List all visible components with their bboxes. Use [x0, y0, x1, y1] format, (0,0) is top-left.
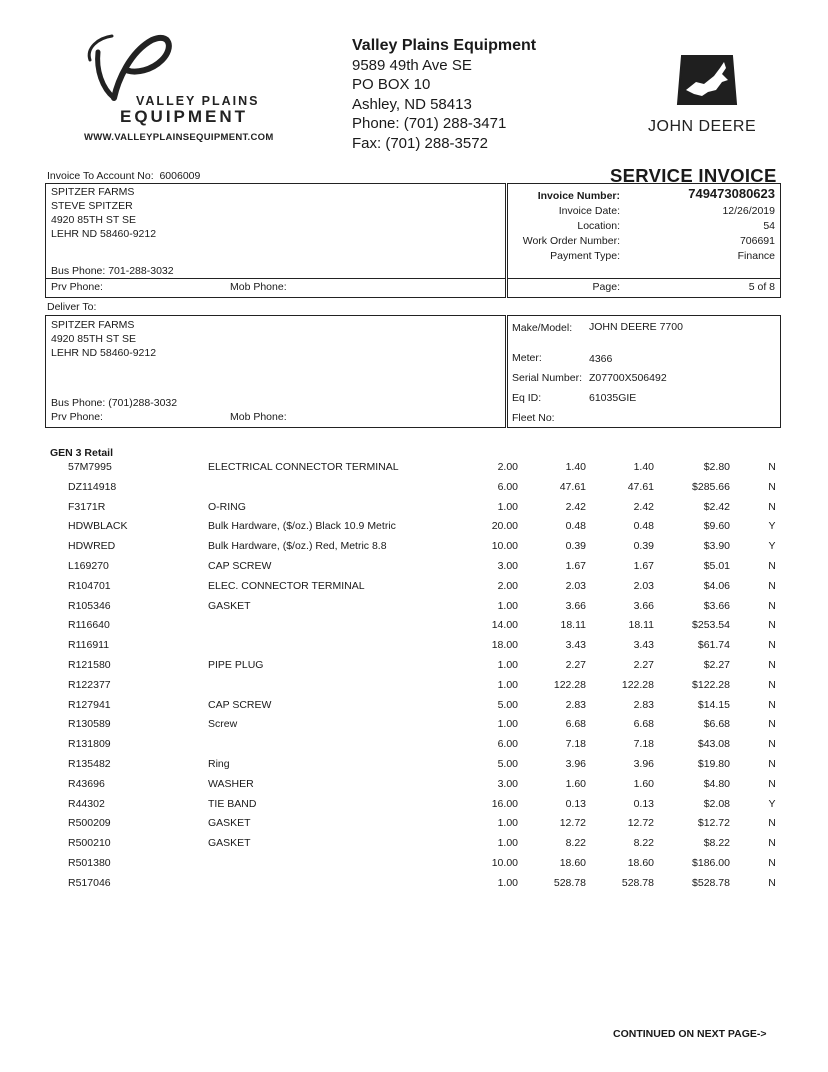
- net-price: 18.60: [627, 857, 654, 869]
- description: GASKET: [208, 817, 251, 830]
- unit-price: 2.42: [565, 500, 586, 513]
- unit-price: 3.43: [565, 639, 586, 652]
- continued-note: CONTINUED ON NEXT PAGE->: [613, 1028, 767, 1040]
- taxable-flag: N: [768, 480, 776, 493]
- extended-amount: $6.68: [703, 718, 730, 731]
- net-price: 2.27: [633, 659, 654, 671]
- description: ELECTRICAL CONNECTOR TERMINAL: [208, 461, 399, 473]
- invoice-date: 12/26/2019: [722, 205, 775, 217]
- extended-amount: $14.15: [697, 698, 730, 711]
- payment-type-label: Payment Type:: [550, 250, 620, 262]
- quantity: 16.00: [491, 797, 518, 810]
- table-row: [0, 798, 828, 817]
- net-price: 3.96: [633, 758, 654, 770]
- unit-price: 2.83: [565, 698, 586, 711]
- eq-id-label: Eq ID:: [512, 392, 542, 404]
- net-price: 1.40: [633, 461, 654, 473]
- invoice-info-box: [507, 183, 781, 298]
- divider: [508, 278, 780, 279]
- net-price: 18.11: [628, 619, 654, 632]
- unit-price: 0.39: [565, 540, 586, 553]
- equipment-box: [507, 315, 781, 428]
- net-price: 1.67: [633, 560, 654, 572]
- extended-amount: $19.80: [697, 758, 730, 770]
- net-price: 528.78: [621, 876, 654, 889]
- part-number: R43696: [68, 777, 105, 790]
- invoice-to-line3: 4920 85TH ST SE: [51, 214, 137, 226]
- serial-number: Z07700X506492: [589, 372, 667, 384]
- part-number: F3171R: [68, 500, 106, 513]
- logo-line1: VALLEY PLAINS: [136, 94, 260, 108]
- taxable-flag: Y: [768, 520, 776, 533]
- meter-label: Meter:: [512, 352, 542, 364]
- taxable-flag: N: [768, 560, 776, 572]
- table-row: [0, 540, 828, 559]
- part-number: R104701: [68, 579, 111, 592]
- extended-amount: $12.72: [697, 817, 730, 830]
- quantity: 2.00: [497, 579, 518, 592]
- unit-price: 6.68: [565, 718, 586, 731]
- quantity: 1.00: [497, 678, 518, 691]
- extended-amount: $2.08: [703, 797, 730, 810]
- extended-amount: $2.27: [703, 659, 730, 671]
- deliver-to-label: Deliver To:: [47, 301, 97, 313]
- table-row: [0, 738, 828, 757]
- taxable-flag: N: [768, 876, 776, 889]
- description: Screw: [208, 718, 238, 731]
- table-row: [0, 699, 828, 718]
- quantity: 20.00: [491, 520, 518, 533]
- unit-price: 3.96: [565, 758, 586, 770]
- quantity: 18.00: [491, 639, 518, 652]
- extended-amount: $285.66: [692, 480, 730, 493]
- quantity: 5.00: [497, 698, 518, 711]
- unit-price: 18.11: [560, 619, 586, 632]
- part-number: R131809: [68, 738, 111, 751]
- net-price: 6.68: [633, 718, 654, 731]
- part-number: R122377: [68, 678, 111, 691]
- unit-price: 2.03: [565, 579, 586, 592]
- extended-amount: $43.08: [697, 738, 730, 751]
- net-price: 2.42: [633, 500, 654, 513]
- location: 54: [763, 220, 775, 232]
- net-price: 0.39: [633, 540, 654, 553]
- make-model: JOHN DEERE 7700: [589, 321, 683, 333]
- taxable-flag: N: [768, 461, 776, 473]
- invoice-number-label: Invoice Number:: [537, 190, 620, 202]
- description: Ring: [208, 758, 230, 770]
- page-number: 5 of 8: [748, 281, 775, 293]
- description: GASKET: [208, 837, 251, 850]
- part-number: R105346: [68, 599, 111, 612]
- table-row: [0, 600, 828, 619]
- net-price: 2.03: [633, 579, 654, 592]
- extended-amount: $122.28: [692, 678, 730, 691]
- unit-price: 8.22: [565, 837, 586, 850]
- description: O-RING: [208, 500, 246, 513]
- dealer-city: Ashley, ND 58413: [352, 95, 472, 113]
- dealer-phone: Phone: (701) 288-3471: [352, 115, 507, 132]
- unit-price: 0.48: [565, 520, 586, 533]
- net-price: 7.18: [633, 738, 654, 751]
- table-row: [0, 778, 828, 797]
- net-price: 8.22: [633, 837, 654, 850]
- taxable-flag: N: [768, 718, 776, 731]
- quantity: 1.00: [497, 817, 518, 830]
- account-label: Invoice To Account No:: [47, 170, 154, 182]
- quantity: 1.00: [497, 599, 518, 612]
- invoice-to-box: [45, 183, 506, 298]
- extended-amount: $61.74: [697, 639, 730, 652]
- dealer-address2: PO BOX 10: [352, 76, 431, 93]
- taxable-flag: N: [768, 777, 776, 790]
- quantity: 2.00: [497, 461, 518, 473]
- description: Bulk Hardware, ($/oz.) Black 10.9 Metric: [208, 520, 396, 533]
- part-number: R127941: [68, 698, 111, 711]
- page-label: Page:: [592, 281, 620, 293]
- dealer-name: Valley Plains Equipment: [352, 37, 537, 54]
- invoice-to-prv-phone: Prv Phone:: [51, 281, 103, 293]
- extended-amount: $2.80: [703, 461, 730, 473]
- taxable-flag: N: [768, 857, 776, 869]
- deer-icon: [674, 50, 740, 110]
- unit-price: 47.61: [559, 480, 586, 493]
- quantity: 10.00: [491, 857, 518, 869]
- extended-amount: $528.78: [692, 876, 730, 889]
- extended-amount: $3.66: [703, 599, 730, 612]
- taxable-flag: N: [768, 738, 776, 751]
- payment-type: Finance: [737, 250, 775, 262]
- work-order-label: Work Order Number:: [522, 235, 620, 247]
- quantity: 5.00: [497, 758, 518, 770]
- net-price: 122.28: [621, 678, 654, 691]
- extended-amount: $9.60: [703, 520, 730, 533]
- invoice-number: 749473080623: [688, 186, 775, 201]
- part-number: HDWRED: [68, 540, 116, 553]
- table-row: [0, 877, 828, 896]
- unit-price: 528.78: [553, 876, 586, 889]
- extended-amount: $3.90: [703, 540, 730, 553]
- serial-number-label: Serial Number:: [512, 372, 583, 384]
- deliver-to-prv-phone: Prv Phone:: [51, 411, 103, 423]
- table-row: [0, 619, 828, 638]
- unit-price: 122.28: [553, 678, 586, 691]
- logo-line2: EQUIPMENT: [120, 107, 249, 126]
- deliver-to-line1: SPITZER FARMS: [51, 319, 135, 331]
- table-row: [0, 817, 828, 836]
- taxable-flag: N: [768, 599, 776, 612]
- net-price: 2.83: [633, 698, 654, 711]
- extended-amount: $8.22: [703, 837, 730, 850]
- invoice-date-label: Invoice Date:: [558, 205, 620, 217]
- invoice-to-line2: STEVE SPITZER: [51, 200, 133, 212]
- net-price: 1.60: [633, 777, 654, 790]
- description: PIPE PLUG: [208, 659, 264, 671]
- taxable-flag: Y: [768, 540, 776, 553]
- document-title: SERVICE INVOICE: [610, 165, 777, 186]
- description: CAP SCREW: [208, 698, 272, 711]
- deliver-to-mob-phone: Mob Phone:: [230, 411, 287, 423]
- taxable-flag: N: [768, 817, 776, 830]
- unit-price: 12.72: [559, 817, 586, 830]
- quantity: 1.00: [497, 837, 518, 850]
- net-price: 12.72: [627, 817, 654, 830]
- table-row: [0, 580, 828, 599]
- taxable-flag: N: [768, 837, 776, 850]
- dealer-fax: Fax: (701) 288-3572: [352, 134, 488, 152]
- table-row: [0, 520, 828, 539]
- unit-price: 1.60: [565, 777, 586, 790]
- account-number-line: [47, 170, 200, 182]
- quantity: 6.00: [497, 480, 518, 493]
- quantity: 1.00: [497, 718, 518, 731]
- fleet-no-label: Fleet No:: [512, 412, 555, 424]
- work-order-number: 706691: [739, 235, 775, 247]
- unit-price: 0.13: [565, 797, 586, 810]
- net-price: 0.48: [633, 520, 654, 533]
- table-row: [0, 857, 828, 876]
- table-row: [0, 639, 828, 658]
- dealer-logo: [78, 30, 278, 145]
- part-number: R517046: [68, 876, 111, 889]
- extended-amount: $186.00: [692, 857, 730, 869]
- description: Bulk Hardware, ($/oz.) Red, Metric 8.8: [208, 540, 387, 553]
- part-number: R501380: [68, 857, 111, 869]
- part-number: R121580: [68, 659, 111, 671]
- location-label: Location:: [577, 220, 620, 232]
- part-number: HDWBLACK: [68, 520, 128, 533]
- divider: [46, 278, 505, 279]
- quantity: 1.00: [497, 659, 518, 671]
- part-number: R116911: [68, 639, 110, 652]
- taxable-flag: N: [768, 619, 776, 632]
- john-deere-brand: [640, 50, 780, 140]
- extended-amount: $4.06: [703, 579, 730, 592]
- table-row: [0, 659, 828, 678]
- deliver-to-bus-phone: Bus Phone: (701)288-3032: [51, 397, 178, 409]
- part-number: R116640: [68, 619, 110, 632]
- table-row: [0, 837, 828, 856]
- taxable-flag: N: [768, 659, 776, 671]
- unit-price: 7.18: [565, 738, 586, 751]
- section-title: GEN 3 Retail: [50, 447, 114, 459]
- table-row: [0, 718, 828, 737]
- extended-amount: $4.80: [703, 777, 730, 790]
- table-row: [0, 461, 828, 480]
- taxable-flag: N: [768, 639, 776, 652]
- net-price: 47.61: [627, 480, 654, 493]
- account-number: 6006009: [159, 170, 201, 182]
- meter: 4366: [589, 353, 613, 365]
- unit-price: 1.40: [565, 461, 586, 473]
- table-row: [0, 481, 828, 500]
- taxable-flag: N: [768, 500, 776, 513]
- taxable-flag: Y: [768, 797, 776, 810]
- taxable-flag: N: [768, 579, 776, 592]
- brand-name: JOHN DEERE: [648, 118, 757, 135]
- table-row: [0, 501, 828, 520]
- eq-id: 61035GIE: [589, 392, 637, 404]
- extended-amount: $5.01: [703, 560, 730, 572]
- part-number: DZ114918: [68, 480, 117, 493]
- description: CAP SCREW: [208, 560, 272, 572]
- quantity: 3.00: [497, 560, 518, 572]
- part-number: 57M7995: [68, 461, 112, 473]
- deliver-to-box: [45, 315, 506, 428]
- description: ELEC. CONNECTOR TERMINAL: [208, 579, 365, 592]
- make-model-label: Make/Model:: [512, 322, 573, 334]
- part-number: R44302: [68, 797, 105, 810]
- unit-price: 18.60: [559, 857, 586, 869]
- table-row: [0, 560, 828, 579]
- extended-amount: $2.42: [703, 500, 730, 513]
- taxable-flag: N: [768, 698, 776, 711]
- taxable-flag: N: [768, 678, 776, 691]
- invoice-to-bus-phone: Bus Phone: 701-288-3032: [51, 265, 174, 277]
- invoice-to-line1: SPITZER FARMS: [51, 186, 135, 198]
- description: TIE BAND: [208, 797, 257, 810]
- part-number: R500209: [68, 817, 111, 830]
- part-number: L169270: [68, 560, 109, 572]
- net-price: 3.66: [633, 599, 654, 612]
- invoice-to-mob-phone: Mob Phone:: [230, 281, 287, 293]
- part-number: R130589: [68, 718, 111, 731]
- part-number: R500210: [68, 837, 111, 850]
- unit-price: 2.27: [565, 659, 586, 671]
- dealer-address1: 9589 49th Ave SE: [352, 56, 472, 74]
- dealer-website: WWW.VALLEYPLAINSEQUIPMENT.COM: [84, 132, 274, 143]
- net-price: 0.13: [633, 797, 654, 810]
- part-number: R135482: [68, 758, 111, 770]
- deliver-to-line2: 4920 85TH ST SE: [51, 333, 137, 345]
- quantity: 1.00: [497, 500, 518, 513]
- invoice-to-line4: LEHR ND 58460-9212: [51, 228, 157, 240]
- net-price: 3.43: [633, 639, 654, 652]
- description: WASHER: [208, 777, 254, 790]
- quantity: 6.00: [497, 738, 518, 751]
- table-row: [0, 679, 828, 698]
- description: GASKET: [208, 599, 251, 612]
- quantity: 14.00: [491, 619, 518, 632]
- deliver-to-line3: LEHR ND 58460-9212: [51, 347, 157, 359]
- quantity: 1.00: [497, 876, 518, 889]
- unit-price: 3.66: [565, 599, 586, 612]
- quantity: 10.00: [491, 540, 518, 553]
- table-row: [0, 758, 828, 777]
- taxable-flag: N: [768, 758, 776, 770]
- unit-price: 1.67: [565, 560, 586, 572]
- dealer-address-block: [352, 36, 536, 153]
- extended-amount: $253.54: [692, 619, 730, 632]
- quantity: 3.00: [497, 777, 518, 790]
